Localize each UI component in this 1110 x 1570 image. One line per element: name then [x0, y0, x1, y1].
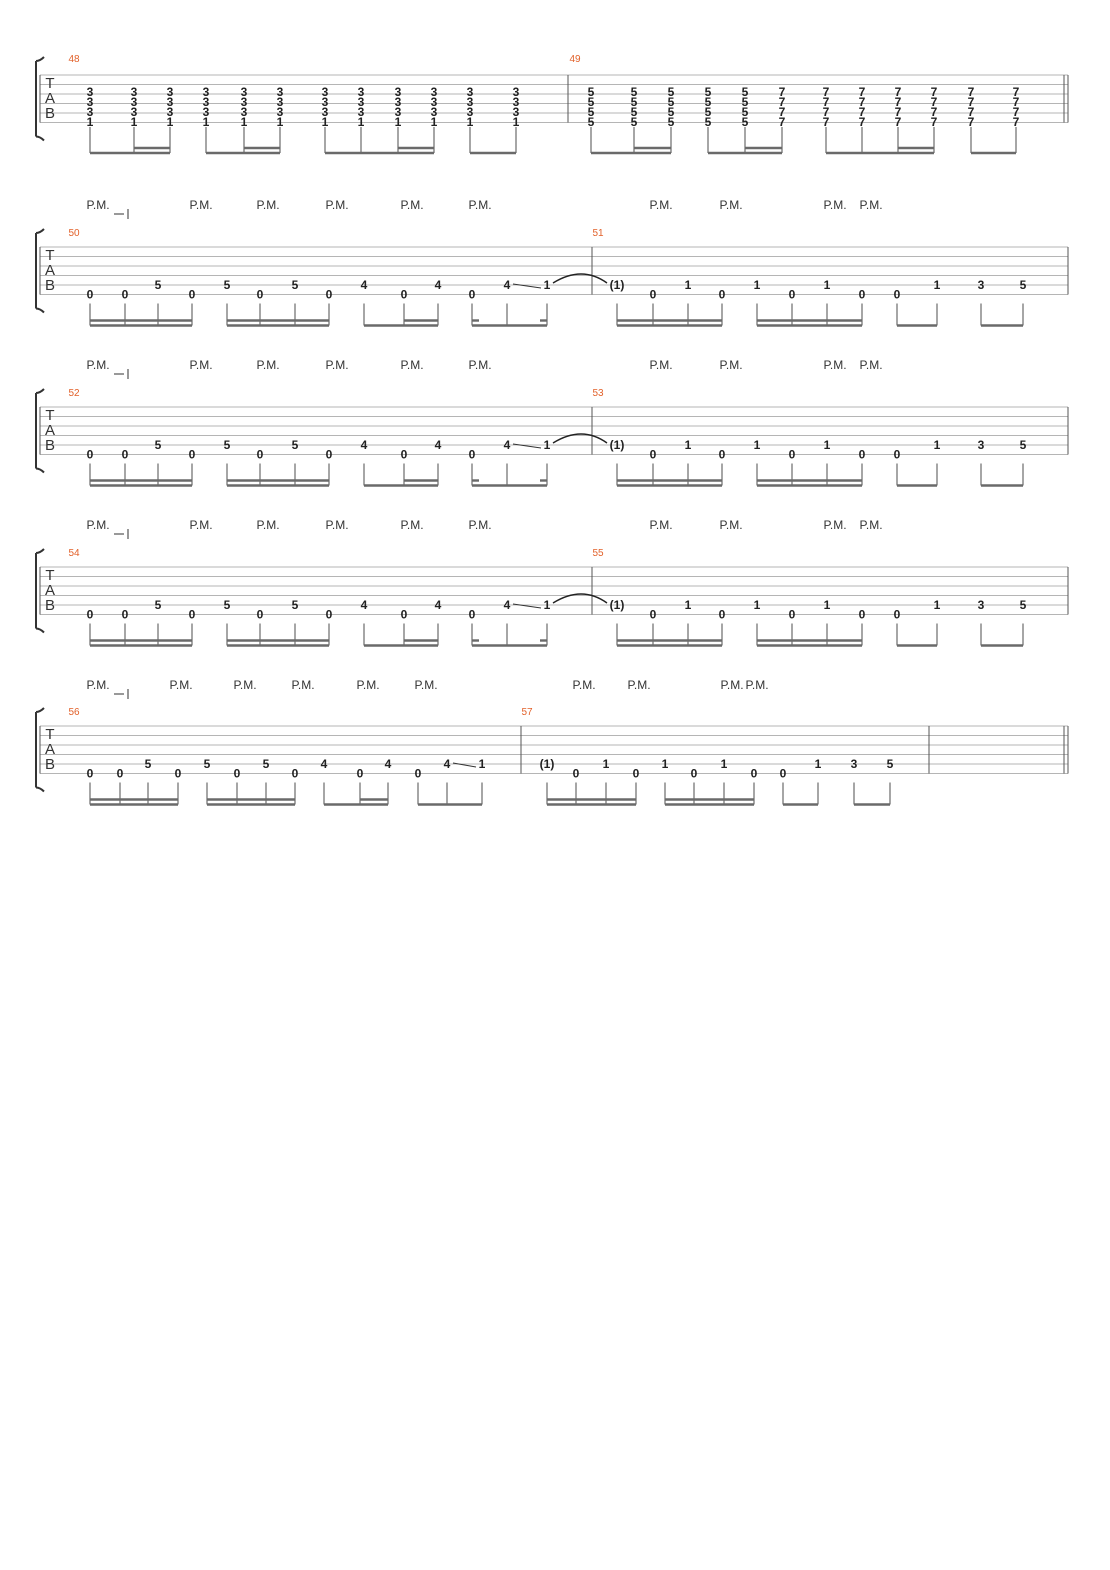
fret-number: 5 — [704, 105, 712, 119]
fret-number: 0 — [649, 607, 657, 622]
fret-number: 0 — [858, 447, 866, 462]
fret-number: 3 — [466, 85, 474, 99]
fret-number: 0 — [858, 607, 866, 622]
measure-number: 52 — [68, 388, 80, 399]
palm-mute-label: P.M. — [325, 358, 349, 372]
fret-number: 3 — [276, 95, 284, 109]
measure-number: 48 — [68, 54, 80, 65]
tab-letter: A — [44, 741, 56, 758]
fret-number: 3 — [357, 95, 365, 109]
fret-number: 3 — [430, 85, 438, 99]
fret-number: 7 — [778, 115, 786, 129]
fret-number: 5 — [587, 105, 595, 119]
fret-number: 7 — [822, 115, 830, 129]
fret-number: 0 — [121, 447, 129, 462]
fret-number: 1 — [933, 438, 941, 452]
fret-number: 3 — [357, 105, 365, 119]
fret-number: 7 — [858, 115, 866, 129]
fret-number: 1 — [661, 757, 669, 771]
fret-number: 0 — [256, 607, 264, 622]
measure-number: 54 — [68, 548, 80, 559]
tab-letter: T — [45, 726, 55, 743]
fret-number: 1 — [478, 757, 486, 771]
fret-number: 5 — [741, 95, 749, 109]
fret-number: 4 — [360, 278, 368, 292]
fret-number: (1) — [609, 278, 625, 292]
fret-number: 7 — [894, 85, 902, 99]
fret-number: 3 — [357, 85, 365, 99]
fret-number: 3 — [394, 105, 402, 119]
fret-number: 5 — [587, 115, 595, 129]
fret-number: 3 — [166, 95, 174, 109]
fret-number: 0 — [86, 287, 94, 302]
fret-number: 3 — [512, 105, 520, 119]
palm-mute-label: P.M. — [86, 358, 110, 372]
fret-number: 0 — [788, 447, 796, 462]
fret-number: 0 — [325, 607, 333, 622]
fret-number: 7 — [858, 95, 866, 109]
fret-number: 0 — [86, 447, 94, 462]
palm-mute-label: P.M. — [572, 678, 596, 692]
fret-number: 5 — [587, 85, 595, 99]
fret-number: 1 — [823, 438, 831, 452]
fret-number: 0 — [893, 607, 901, 622]
fret-number: (1) — [609, 598, 625, 612]
fret-number: 0 — [718, 447, 726, 462]
fret-number: 3 — [240, 85, 248, 99]
fret-number: 5 — [667, 85, 675, 99]
fret-number: 5 — [667, 105, 675, 119]
measure-number: 56 — [68, 707, 80, 718]
fret-number: 1 — [543, 598, 551, 612]
fret-number: 0 — [414, 766, 422, 781]
fret-number: 1 — [466, 115, 474, 129]
fret-number: 1 — [933, 598, 941, 612]
fret-number: 0 — [893, 447, 901, 462]
fret-number: 3 — [86, 85, 94, 99]
fret-number: 7 — [1012, 85, 1020, 99]
palm-mute-label: P.M. — [719, 518, 743, 532]
fret-number: 5 — [291, 278, 299, 292]
tab-letter: B — [44, 105, 56, 122]
tab-letter: B — [44, 277, 56, 294]
fret-number: 5 — [223, 438, 231, 452]
fret-number: 4 — [434, 598, 442, 612]
fret-number: 0 — [174, 766, 182, 781]
fret-number: 3 — [850, 757, 858, 771]
fret-number: 3 — [466, 105, 474, 119]
fret-number: 4 — [503, 438, 511, 452]
fret-number: 4 — [434, 438, 442, 452]
palm-mute-label: P.M. — [719, 358, 743, 372]
fret-number: 5 — [154, 278, 162, 292]
fret-number: 5 — [667, 115, 675, 129]
fret-number: 0 — [256, 447, 264, 462]
palm-mute-label: P.M. — [356, 678, 380, 692]
palm-mute-label: P.M. — [189, 198, 213, 212]
palm-mute-label: P.M. — [86, 198, 110, 212]
tab-letter: T — [45, 247, 55, 264]
fret-number: 1 — [240, 115, 248, 129]
fret-number: 7 — [1012, 95, 1020, 109]
measure-number: 51 — [592, 228, 604, 239]
palm-mute-label: P.M. — [468, 518, 492, 532]
staff-system-3 — [36, 518, 1068, 646]
fret-number: 3 — [512, 95, 520, 109]
fret-number: 7 — [930, 105, 938, 119]
tab-letter: B — [44, 597, 56, 614]
fret-number: 0 — [690, 766, 698, 781]
palm-mute-label: P.M. — [256, 358, 280, 372]
fret-number: 3 — [276, 105, 284, 119]
fret-number: 1 — [684, 438, 692, 452]
fret-number: 3 — [86, 105, 94, 119]
fret-number: 7 — [967, 95, 975, 109]
palm-mute-label: P.M. — [649, 358, 673, 372]
fret-number: 5 — [203, 757, 211, 771]
fret-number: 1 — [933, 278, 941, 292]
fret-number: 1 — [166, 115, 174, 129]
fret-number: 0 — [750, 766, 758, 781]
palm-mute-label: P.M. — [823, 198, 847, 212]
fret-number: 0 — [86, 766, 94, 781]
fret-number: 0 — [788, 287, 796, 302]
fret-number: 0 — [893, 287, 901, 302]
fret-number: 4 — [384, 757, 392, 771]
fret-number: 0 — [325, 447, 333, 462]
fret-number: 5 — [1019, 278, 1027, 292]
fret-number: 7 — [967, 115, 975, 129]
fret-number: 1 — [823, 278, 831, 292]
palm-mute-label: P.M. — [86, 518, 110, 532]
fret-number: 7 — [894, 115, 902, 129]
fret-number: 0 — [188, 287, 196, 302]
fret-number: 5 — [704, 95, 712, 109]
palm-mute-label: P.M. — [823, 518, 847, 532]
palm-mute-label: P.M. — [745, 678, 769, 692]
palm-mute-label: P.M. — [400, 198, 424, 212]
fret-number: 4 — [443, 757, 451, 771]
fret-number: 5 — [630, 105, 638, 119]
fret-number: 5 — [223, 278, 231, 292]
fret-number: 0 — [188, 447, 196, 462]
fret-number: 1 — [602, 757, 610, 771]
fret-number: 0 — [400, 607, 408, 622]
fret-number: 0 — [188, 607, 196, 622]
palm-mute-label: P.M. — [291, 678, 315, 692]
fret-number: 5 — [667, 95, 675, 109]
palm-mute-label: P.M. — [720, 678, 744, 692]
fret-number: 0 — [468, 607, 476, 622]
fret-number: 1 — [753, 598, 761, 612]
fret-number: 5 — [262, 757, 270, 771]
palm-mute-label: P.M. — [189, 518, 213, 532]
measure-number: 53 — [592, 388, 604, 399]
fret-number: 0 — [788, 607, 796, 622]
fret-number: 1 — [753, 438, 761, 452]
fret-number: 3 — [321, 95, 329, 109]
fret-number: 7 — [894, 95, 902, 109]
fret-number: 0 — [233, 766, 241, 781]
fret-number: 5 — [154, 438, 162, 452]
fret-number: 3 — [202, 105, 210, 119]
fret-number: 1 — [684, 598, 692, 612]
fret-number: 7 — [1012, 105, 1020, 119]
measure-number: 55 — [592, 548, 604, 559]
fret-number: 3 — [430, 95, 438, 109]
tab-letter: T — [45, 75, 55, 92]
palm-mute-label: P.M. — [400, 358, 424, 372]
fret-number: 7 — [778, 95, 786, 109]
fret-number: 0 — [356, 766, 364, 781]
tab-letter: A — [44, 90, 56, 107]
fret-number: 3 — [130, 85, 138, 99]
fret-number: 5 — [630, 115, 638, 129]
staff-system-0 — [36, 54, 1068, 153]
fret-number: 4 — [360, 438, 368, 452]
fret-number: 7 — [967, 105, 975, 119]
fret-number: 5 — [704, 85, 712, 99]
tab-letter: T — [45, 407, 55, 424]
fret-number: 3 — [977, 438, 985, 452]
fret-number: 5 — [630, 85, 638, 99]
tab-letter: A — [44, 422, 56, 439]
palm-mute-label: P.M. — [325, 518, 349, 532]
palm-mute-label: P.M. — [719, 198, 743, 212]
fret-number: 1 — [321, 115, 329, 129]
fret-number: 3 — [977, 598, 985, 612]
fret-number: 0 — [121, 607, 129, 622]
fret-number: 5 — [291, 438, 299, 452]
fret-number: (1) — [609, 438, 625, 452]
fret-number: 0 — [325, 287, 333, 302]
fret-number: 7 — [1012, 115, 1020, 129]
fret-number: 3 — [394, 95, 402, 109]
fret-number: 5 — [741, 115, 749, 129]
palm-mute-label: P.M. — [256, 198, 280, 212]
staff-system-2 — [36, 358, 1068, 486]
fret-number: 0 — [858, 287, 866, 302]
fret-number: 4 — [360, 598, 368, 612]
fret-number: 3 — [466, 95, 474, 109]
fret-number: 5 — [704, 115, 712, 129]
fret-number: 4 — [320, 757, 328, 771]
fret-number: 3 — [202, 95, 210, 109]
fret-number: 3 — [166, 105, 174, 119]
fret-number: 1 — [130, 115, 138, 129]
fret-number: 1 — [543, 438, 551, 452]
fret-number: 5 — [741, 105, 749, 119]
fret-number: 3 — [86, 95, 94, 109]
fret-number: 3 — [977, 278, 985, 292]
palm-mute-label: P.M. — [414, 678, 438, 692]
palm-mute-label: P.M. — [325, 198, 349, 212]
fret-number: 7 — [930, 85, 938, 99]
fret-number: 0 — [649, 447, 657, 462]
staff-system-1 — [36, 198, 1068, 326]
fret-number: 0 — [400, 447, 408, 462]
fret-number: 7 — [778, 85, 786, 99]
palm-mute-label: P.M. — [627, 678, 651, 692]
fret-number: 3 — [166, 85, 174, 99]
fret-number: 1 — [753, 278, 761, 292]
fret-number: 5 — [1019, 438, 1027, 452]
palm-mute-label: P.M. — [823, 358, 847, 372]
fret-number: 3 — [240, 105, 248, 119]
palm-mute-label: P.M. — [859, 358, 883, 372]
fret-number: 1 — [512, 115, 520, 129]
fret-number: 0 — [718, 287, 726, 302]
fret-number: 5 — [741, 85, 749, 99]
palm-mute-label: P.M. — [256, 518, 280, 532]
staff-system-4 — [36, 678, 1068, 805]
fret-number: 7 — [822, 85, 830, 99]
fret-number: 0 — [116, 766, 124, 781]
fret-number: 4 — [503, 278, 511, 292]
tab-letter: T — [45, 567, 55, 584]
fret-number: 3 — [276, 85, 284, 99]
tab-letter: B — [44, 437, 56, 454]
measure-number: 57 — [521, 707, 533, 718]
fret-number: 4 — [503, 598, 511, 612]
palm-mute-label: P.M. — [468, 358, 492, 372]
palm-mute-label: P.M. — [169, 678, 193, 692]
palm-mute-label: P.M. — [649, 198, 673, 212]
fret-number: 7 — [822, 95, 830, 109]
fret-number: 5 — [587, 95, 595, 109]
fret-number: 5 — [630, 95, 638, 109]
fret-number: 3 — [130, 95, 138, 109]
fret-number: 1 — [202, 115, 210, 129]
fret-number: 7 — [778, 105, 786, 119]
palm-mute-label: P.M. — [859, 198, 883, 212]
fret-number: 3 — [512, 85, 520, 99]
fret-number: 0 — [468, 447, 476, 462]
fret-number: 1 — [276, 115, 284, 129]
palm-mute-label: P.M. — [468, 198, 492, 212]
fret-number: (1) — [539, 757, 555, 771]
fret-number: 5 — [886, 757, 894, 771]
measure-number: 50 — [68, 228, 80, 239]
tab-letter: B — [44, 756, 56, 773]
fret-number: 3 — [130, 105, 138, 119]
tab-letter: A — [44, 262, 56, 279]
fret-number: 1 — [543, 278, 551, 292]
fret-number: 0 — [572, 766, 580, 781]
palm-mute-label: P.M. — [859, 518, 883, 532]
fret-number: 7 — [967, 85, 975, 99]
palm-mute-label: P.M. — [400, 518, 424, 532]
fret-number: 3 — [321, 105, 329, 119]
measure-number: 49 — [569, 54, 581, 65]
fret-number: 4 — [434, 278, 442, 292]
fret-number: 5 — [154, 598, 162, 612]
fret-number: 1 — [814, 757, 822, 771]
fret-number: 1 — [357, 115, 365, 129]
palm-mute-label: P.M. — [233, 678, 257, 692]
fret-number: 1 — [823, 598, 831, 612]
fret-number: 7 — [858, 85, 866, 99]
fret-number: 0 — [632, 766, 640, 781]
fret-number: 1 — [684, 278, 692, 292]
tab-letter: A — [44, 582, 56, 599]
fret-number: 3 — [321, 85, 329, 99]
fret-number: 7 — [822, 105, 830, 119]
fret-number: 5 — [144, 757, 152, 771]
fret-number: 5 — [223, 598, 231, 612]
fret-number: 3 — [240, 95, 248, 109]
fret-number: 0 — [779, 766, 787, 781]
fret-number: 7 — [930, 95, 938, 109]
fret-number: 1 — [720, 757, 728, 771]
palm-mute-label: P.M. — [86, 678, 110, 692]
fret-number: 7 — [930, 115, 938, 129]
fret-number: 0 — [256, 287, 264, 302]
fret-number: 3 — [394, 85, 402, 99]
fret-number: 1 — [394, 115, 402, 129]
palm-mute-label: P.M. — [189, 358, 213, 372]
fret-number: 0 — [121, 287, 129, 302]
fret-number: 3 — [202, 85, 210, 99]
fret-number: 3 — [430, 105, 438, 119]
fret-number: 7 — [858, 105, 866, 119]
fret-number: 0 — [86, 607, 94, 622]
fret-number: 0 — [649, 287, 657, 302]
fret-number: 1 — [86, 115, 94, 129]
fret-number: 0 — [468, 287, 476, 302]
fret-number: 7 — [894, 105, 902, 119]
fret-number: 0 — [291, 766, 299, 781]
fret-number: 0 — [718, 607, 726, 622]
palm-mute-label: P.M. — [649, 518, 673, 532]
fret-number: 1 — [430, 115, 438, 129]
fret-number: 0 — [400, 287, 408, 302]
fret-number: 5 — [291, 598, 299, 612]
fret-number: 5 — [1019, 598, 1027, 612]
